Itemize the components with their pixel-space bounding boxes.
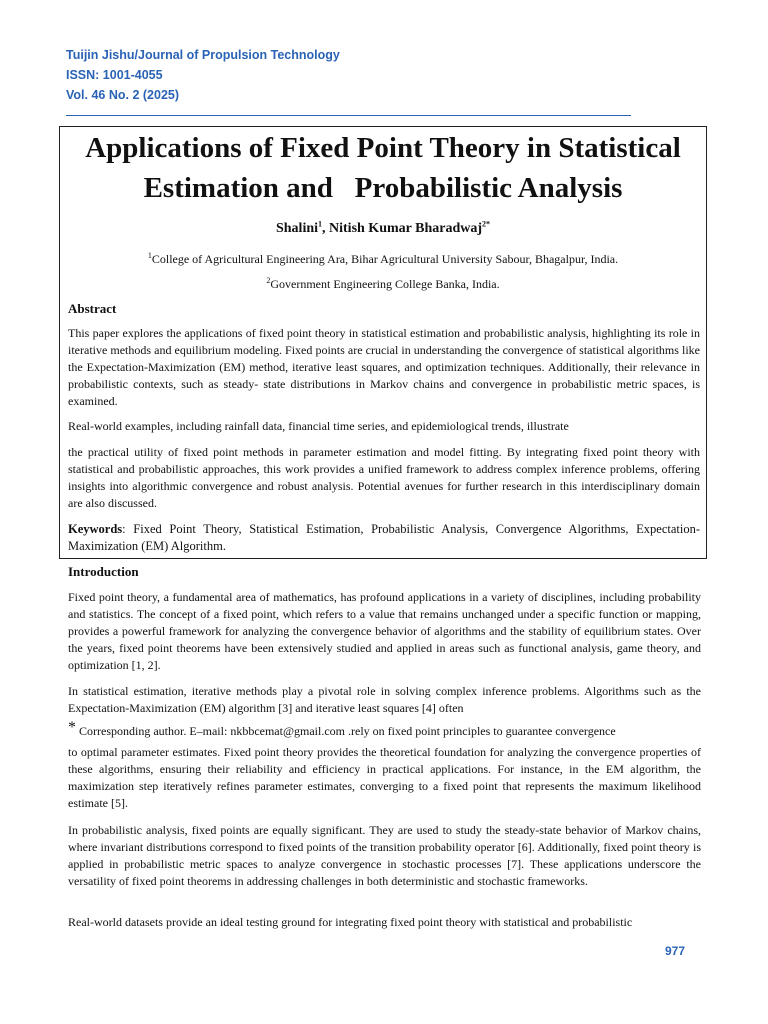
intro-paragraph-1: Fixed point theory, a fundamental area of mathematics, has profound applications in a variety of disciplines, including probability and statistics. The concept of a fixed point, which refers to a value that remains unchanged under a specific function or mapping, provides a powerful framework for analyzing the convergence behavior of algorithms and the stability of equilibrium states. Over the years, fixed point theorems have been extensively studied and applied in areas such as functional analysis, game theory, and optimization [1, 2].	[68, 590, 701, 672]
affiliation-2-text: Government Engineering College Banka, India.	[270, 277, 500, 291]
abstract-paragraph-3: the practical utility of fixed point methods in parameter estimation and model fitting. By integrating fixed point theory with statistical and probabilistic approaches, this work provides a unified framework to address complex inference problems, offering insights into algorithmic convergence and robust analysis. Potential avenues for further research in this interdisciplinary domain are also discussed.	[68, 445, 700, 510]
author-2-affil: 2*	[482, 219, 490, 229]
introduction-heading: Introduction	[68, 564, 139, 579]
intro-paragraph-4: In probabilistic analysis, fixed points are equally significant. They are used to study the steady-state behavior of Markov chains, where invariant distributions correspond to fixed points of the transition probability operator [6]. Additionally, fixed point theory is applied in probabilistic metric spaces to analyze convergence in stochastic processes [7]. These applications underscore the versatility of fixed point theorems in addressing challenges in both deterministic and stochastic frameworks.	[68, 823, 701, 888]
affiliation-1-text: College of Agricultural Engineering Ara, Bihar Agricultural University Sabour, Bhagalpur, India.	[151, 252, 619, 266]
intro-paragraph-5: Real-world datasets provide an ideal testing ground for integrating fixed point theory with statistical and probabilistic	[68, 915, 633, 929]
header-rule	[66, 115, 631, 116]
author-2: Nitish Kumar Bharadwaj	[329, 221, 482, 236]
affiliation-2-marker: 2	[266, 276, 271, 285]
issn: ISSN: 1001-4055	[66, 68, 163, 82]
intro-paragraph-3: to optimal parameter estimates. Fixed point theory provides the theoretical foundation for analyzing the convergence properties of these algorithms, ensuring their reliability and efficiency in practical applications. For instance, in the EM algorithm, the maximization step iteratively refines parameter estimates, converging to a fixed point that represents the maximum likelihood estimate [5].	[68, 745, 701, 810]
abstract-paragraph-1: This paper explores the applications of fixed point theory in statistical estimation and probabilistic analysis, highlighting its role in iterative methods and equilibrium modeling. Fixed points are crucial in understanding the convergence of statistical algorithms like the Expectation-Maximization (EM) method, iterative least squares, and optimization techniques. Additionally, their relevance in probabilistic contexts, such as steady- state distributions in Markov chains and convergence in probabilistic metric spaces, is examined.	[68, 326, 700, 408]
page-number: 977	[665, 944, 686, 958]
keywords	[68, 521, 700, 555]
footnote-marker: *	[68, 719, 76, 736]
keywords-label: Keywords	[68, 522, 123, 536]
author-1: Shalini	[275, 221, 319, 236]
authors	[60, 221, 706, 237]
abstract-paragraph-2: Real-world examples, including rainfall data, financial time series, and epidemiological trends, illustrate	[68, 419, 569, 433]
abstract-heading: Abstract	[68, 301, 117, 316]
keywords-list: : Fixed Point Theory, Statistical Estimation, Probabilistic Analysis, Convergence Algorithms, Expectation-Maximization (EM) Algorithm.	[68, 522, 700, 553]
footnote	[68, 719, 700, 739]
footnote-text: Corresponding author. E–mail: nkbbcemat@gmail.com .rely on fixed point principles to guarantee convergence	[76, 724, 616, 738]
journal-name: Tuijin Jishu/Journal of Propulsion Technology	[66, 48, 340, 62]
paper-title-line1: Applications of Fixed Point Theory in Statistical	[85, 132, 681, 164]
author-1-affil: 1	[318, 219, 323, 229]
affiliation-1-marker: 1	[147, 251, 152, 260]
affiliation-2	[60, 277, 706, 292]
author-separator: ,	[322, 221, 330, 236]
paper-title-line2: Estimation and Probabilistic Analysis	[143, 172, 623, 204]
affiliation-1	[60, 252, 706, 267]
volume-issue: Vol. 46 No. 2 (2025)	[66, 88, 180, 102]
intro-paragraph-2: In statistical estimation, iterative methods play a pivotal role in solving complex inference problems. Algorithms such as the Expectation-Maximization (EM) algorithm [3] and iterative least squares [4] often	[68, 684, 701, 715]
